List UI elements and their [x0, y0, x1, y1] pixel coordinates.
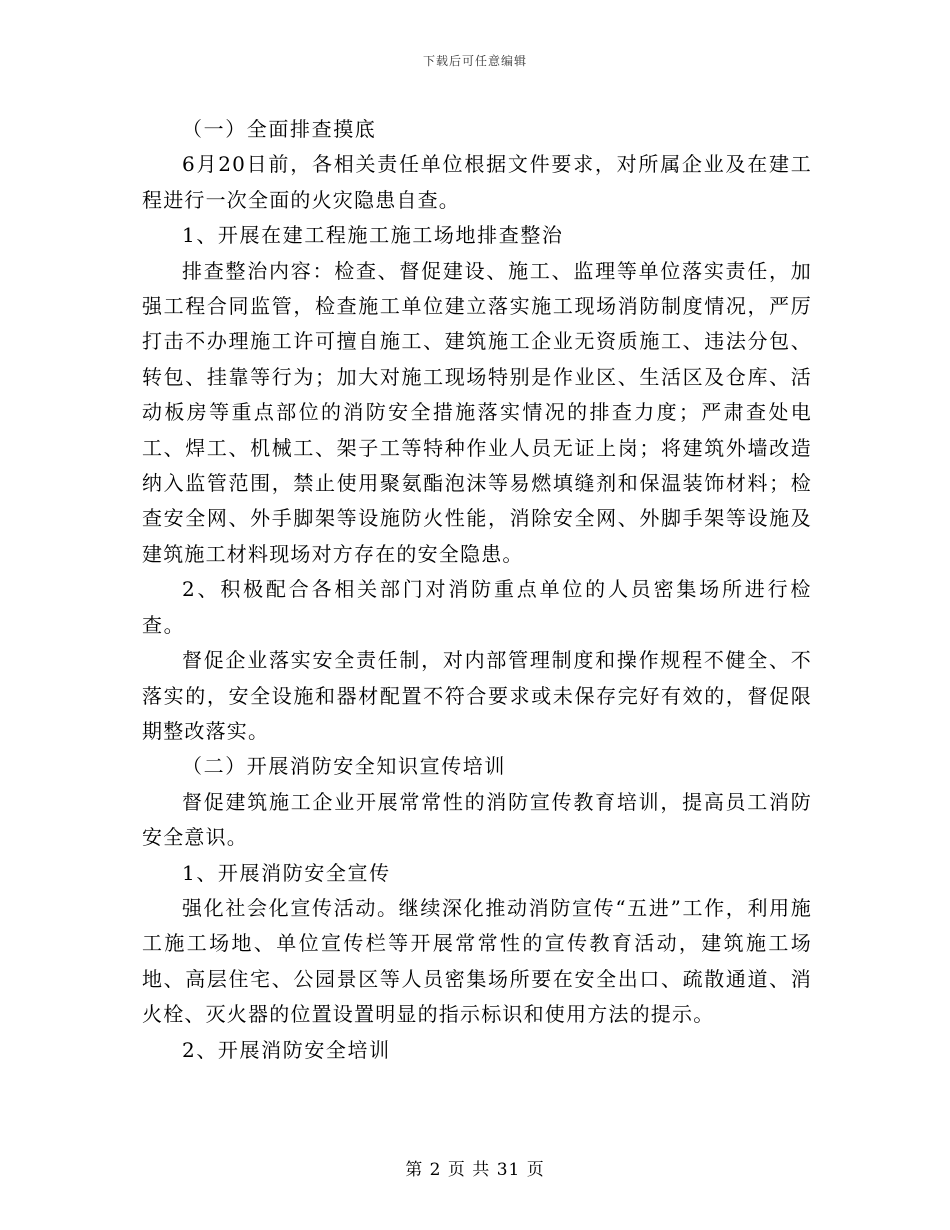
- document-body: [142, 112, 812, 1068]
- footer-suffix: 页: [526, 1160, 545, 1180]
- subsection-heading-3: 1、开展消防安全宣传: [182, 860, 391, 885]
- footer-middle: 页 共: [447, 1160, 491, 1180]
- body-paragraph: 6月20日前，各相关责任单位根据文件要求，对所属企业及在建工程进行一次全面的火灾隐患自查。: [142, 152, 812, 212]
- footer-prefix: 第: [405, 1160, 424, 1180]
- footer-total-pages: 31: [496, 1160, 521, 1180]
- page-footer: [0, 1155, 950, 1180]
- section-heading-1: （一）全面排查摸底: [182, 117, 377, 141]
- subsection-heading-2: 2、积极配合各相关部门对消防重点单位的人员密集场所进行检查。: [142, 577, 812, 637]
- subsection-heading-1: 1、开展在建工程施工施工场地排查整治: [182, 223, 564, 248]
- subsection-heading-4: 2、开展消防安全培训: [182, 1037, 391, 1062]
- body-paragraph: 督促企业落实安全责任制，对内部管理制度和操作规程不健全、不落实的，安全设施和器材配置不符合要求或未保存完好有效的，督促限期整改落实。: [142, 648, 812, 743]
- body-paragraph: 强化社会化宣传活动。继续深化推动消防宣传“五进”工作，利用施工施工场地、单位宣传栏等开展常常性的宣传教育活动，建筑施工场地、高层住宅、公园景区等人员密集场所要在安全出口、疏散通道、消火栓、灭火器的位置设置明显的指示标识和使用方法的提示。: [142, 895, 812, 1027]
- body-paragraph: 督促建筑施工企业开展常常性的消防宣传教育培训，提高员工消防安全意识。: [142, 789, 812, 850]
- body-paragraph: 排查整治内容：检查、督促建设、施工、监理等单位落实责任，加强工程合同监管，检查施工单位建立落实施工现场消防制度情况，严厉打击不办理施工许可擅自施工、建筑施工企业无资质施工、违法分包、转包、挂靠等行为；加大对施工现场特别是作业区、生活区及仓库、活动板房等重点部位的消防安全措施落实情况的排查力度；严肃查处电工、焊工、机械工、架子工等特种作业人员无证上岗；将建筑外墙改造纳入监管范围，禁止使用聚氨酯泡沫等易燃填缝剂和保温装饰材料；检查安全网、外手脚架等设施防火性能，消除安全网、外脚手架等设施及建筑施工材料现场对方存在的安全隐患。: [142, 258, 812, 566]
- footer-current-page: 2: [429, 1160, 442, 1180]
- section-heading-2: （二）开展消防安全知识宣传培训: [182, 754, 506, 779]
- page-header: 下载后可任意编辑: [422, 54, 527, 68]
